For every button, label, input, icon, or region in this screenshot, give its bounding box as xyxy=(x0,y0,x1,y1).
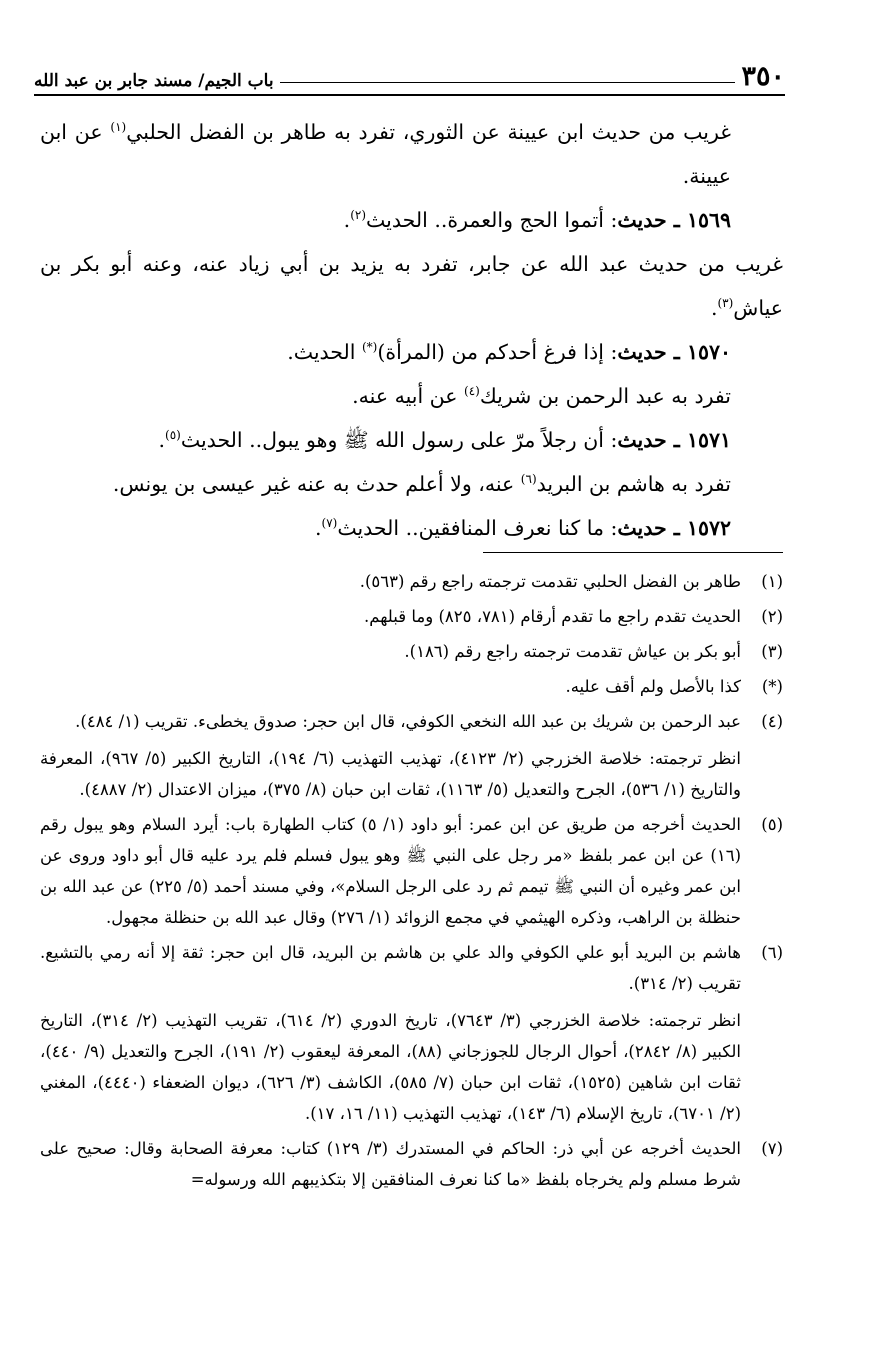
footnote-number: (٧) xyxy=(761,1139,783,1158)
footnote-body xyxy=(40,636,741,667)
page-header xyxy=(34,50,785,96)
paragraph: تفرد به عبد الرحمن بن شريك$^{(٤)}$ عن أبيه عنه. xyxy=(352,384,731,408)
footnote-body xyxy=(40,671,741,702)
hadith-number: ١٥٧٠ ـ xyxy=(666,340,731,364)
footnote-text: الحديث تقدم راجع ما تقدم أرقام (٧٨١، ٨٢٥) وما قبلهم. xyxy=(363,607,741,626)
footnotes xyxy=(40,566,783,1199)
footnote-body xyxy=(40,601,741,632)
footnote-number: (*) xyxy=(761,677,783,696)
hadith-number: ١٥٧١ ـ xyxy=(666,428,731,452)
footnote-ref[interactable]: (١) xyxy=(110,120,127,135)
footnote-ref[interactable]: (٣) xyxy=(717,296,734,311)
footnote-ref[interactable]: (٦) xyxy=(520,472,537,487)
footnote xyxy=(40,671,783,702)
footnote-number: (٢) xyxy=(761,607,783,626)
footnote xyxy=(40,566,783,597)
footnote-body xyxy=(40,706,741,805)
page-number: ٣٥٠ xyxy=(741,61,785,92)
hadith-1571: ١٥٧١ ـ حديث: أن رجلاً مرّ على رسول الله ﷺ وهو يبول.. الحديث$^{(٥)}$. xyxy=(158,428,731,452)
footnote-body xyxy=(40,566,741,597)
footnote xyxy=(40,706,783,805)
footnote-ref[interactable]: (٥) xyxy=(165,428,181,443)
running-title: باب الجيم/ مسند جابر بن عبد الله xyxy=(34,71,274,91)
hadith-1570: ١٥٧٠ ـ حديث: إذا فرغ أحدكم من (المرأة)(*) الحديث. xyxy=(287,340,731,364)
paragraph: غريب من حديث عبد الله عن جابر، تفرد به يزيد بن أبي زياد عنه، وعنه أبو بكر بن عياش$^{(٣)}$. xyxy=(40,252,783,320)
footnote-number: (٤) xyxy=(761,712,783,731)
footnote-number: (٦) xyxy=(761,943,783,962)
footnote-text: طاهر بن الفضل الحلبي تقدمت ترجمته راجع رقم (٥٦٣). xyxy=(359,572,741,591)
footnote-body xyxy=(40,1133,741,1195)
footnote-number: (٥) xyxy=(761,815,783,834)
footnote-number: (١) xyxy=(761,572,783,591)
footnote-text: أبو بكر بن عياش تقدمت ترجمته راجع رقم (١٨٦). xyxy=(404,642,741,661)
footnote-number: (٣) xyxy=(761,642,783,661)
footnote-body xyxy=(40,809,741,933)
footnote xyxy=(40,809,783,933)
header-rule xyxy=(280,82,736,83)
hadith-number: ١٥٦٩ ـ xyxy=(666,208,731,232)
main-text xyxy=(40,110,783,550)
footnote-text: هاشم بن البريد أبو علي الكوفي والد علي بن هاشم بن البريد، قال ابن حجر: ثقة إلا أنه رمي بالتشيع. تقريب (٢/ ٣١٤). xyxy=(40,943,741,993)
footnote xyxy=(40,636,783,667)
footnote-text: كذا بالأصل ولم أقف عليه. xyxy=(565,677,741,696)
hadith-1572: ١٥٧٢ ـ حديث: ما كنا نعرف المنافقين.. الحديث$^{(٧)}$. xyxy=(314,516,731,540)
footnote-text: الحديث أخرجه من طريق عن ابن عمر: أبو داود (١/ ٥) كتاب الطهارة باب: أيرد السلام وهو يبول رقم (١٦) عن ابن عمر بلفظ «مر رجل على النبي ﷺ وهو يبول فسلم فلم يرد عليه قال أبو داود وروى عن ابن عمر وغيره أن النبي ﷺ تيمم ثم رد على الرجل السلام»، وفي مسند أحمد (٥/ ٢٢٥) عن عبد الله بن حنظلة بن الراهب، وذكره الهيثمي في مجمع الزوائد (١/ ٢٧٦) وقال عبد الله بن حنظلة مجهول. xyxy=(40,815,742,927)
footnote xyxy=(40,601,783,632)
footnote-ref[interactable]: (٤) xyxy=(464,384,480,399)
footnote-ref[interactable]: (٢) xyxy=(350,208,367,223)
hadith-number: ١٥٧٢ ـ xyxy=(666,516,731,540)
footnote-body xyxy=(40,937,741,1129)
hadith-1569: ١٥٦٩ ـ حديث: أتموا الحج والعمرة.. الحديث$^{(٢)}$. xyxy=(343,208,731,232)
footnote-separator xyxy=(483,552,783,553)
footnote xyxy=(40,937,783,1129)
footnote-ref[interactable]: (*) xyxy=(362,340,378,355)
footnote-ref[interactable]: (٧) xyxy=(321,516,338,531)
footnote-text: انظر ترجمته: خلاصة الخزرجي (٢/ ٤١٢٣)، تهذيب التهذيب (٦/ ١٩٤)، التاريخ الكبير (٥/ ٩٦٧)، المعرفة والتاريخ (١/ ٥٣٦)، الجرح والتعديل (٥/ ١١٦٣)، ثقات ابن حبان (٨/ ٣٧٥)، ميزان الاعتدال (٢/ ٤٨٨٧). xyxy=(40,749,741,799)
footnote-text: الحديث أخرجه عن أبي ذر: الحاكم في المستدرك (٣/ ١٢٩) كتاب: معرفة الصحابة وقال: صحيح على شرط مسلم ولم يخرجاه بلفظ «ما كنا نعرف المنافقين إلا بتكذيبهم الله ورسوله= xyxy=(40,1139,741,1189)
footnote xyxy=(40,1133,783,1195)
paragraph: تفرد به هاشم بن البريد$^{(٦)}$ عنه، ولا أعلم حدث به عنه غير عيسى بن يونس. xyxy=(112,472,731,496)
footnote-text: انظر ترجمته: خلاصة الخزرجي (٣/ ٧٦٤٣)، تاريخ الدوري (٢/ ٦١٤)، تقريب التهذيب (٢/ ٣١٤)، التاريخ الكبير (٨/ ٢٨٤٢)، أحوال الرجال للجوزجاني (٨٨)، المعرفة ليعقوب (٢/ ١٩١)، الجرح والتعديل (٩/ ٤٤٠)، ثقات ابن شاهين (١٥٢٥)، ثقات ابن حبان (٧/ ٥٨٥)، الكاشف (٣/ ٦٢٦)، ديوان الضعفاء (٤٤٤٠)، المغني (٢/ ٦٧٠١)، تاريخ الإسلام (٦/ ١٤٣)، تهذيب التهذيب (١١/ ١٦، ١٧). xyxy=(40,1011,741,1123)
footnote-text: عبد الرحمن بن شريك بن عبد الله النخعي الكوفي، قال ابن حجر: صدوق يخطىء. تقريب (١/ ٤٨٤). xyxy=(75,712,741,731)
paragraph: غريب من حديث ابن عيينة عن الثوري، تفرد به طاهر بن الفضل الحلبي$^{(١)}$ عن ابن عيينة. xyxy=(40,120,731,188)
